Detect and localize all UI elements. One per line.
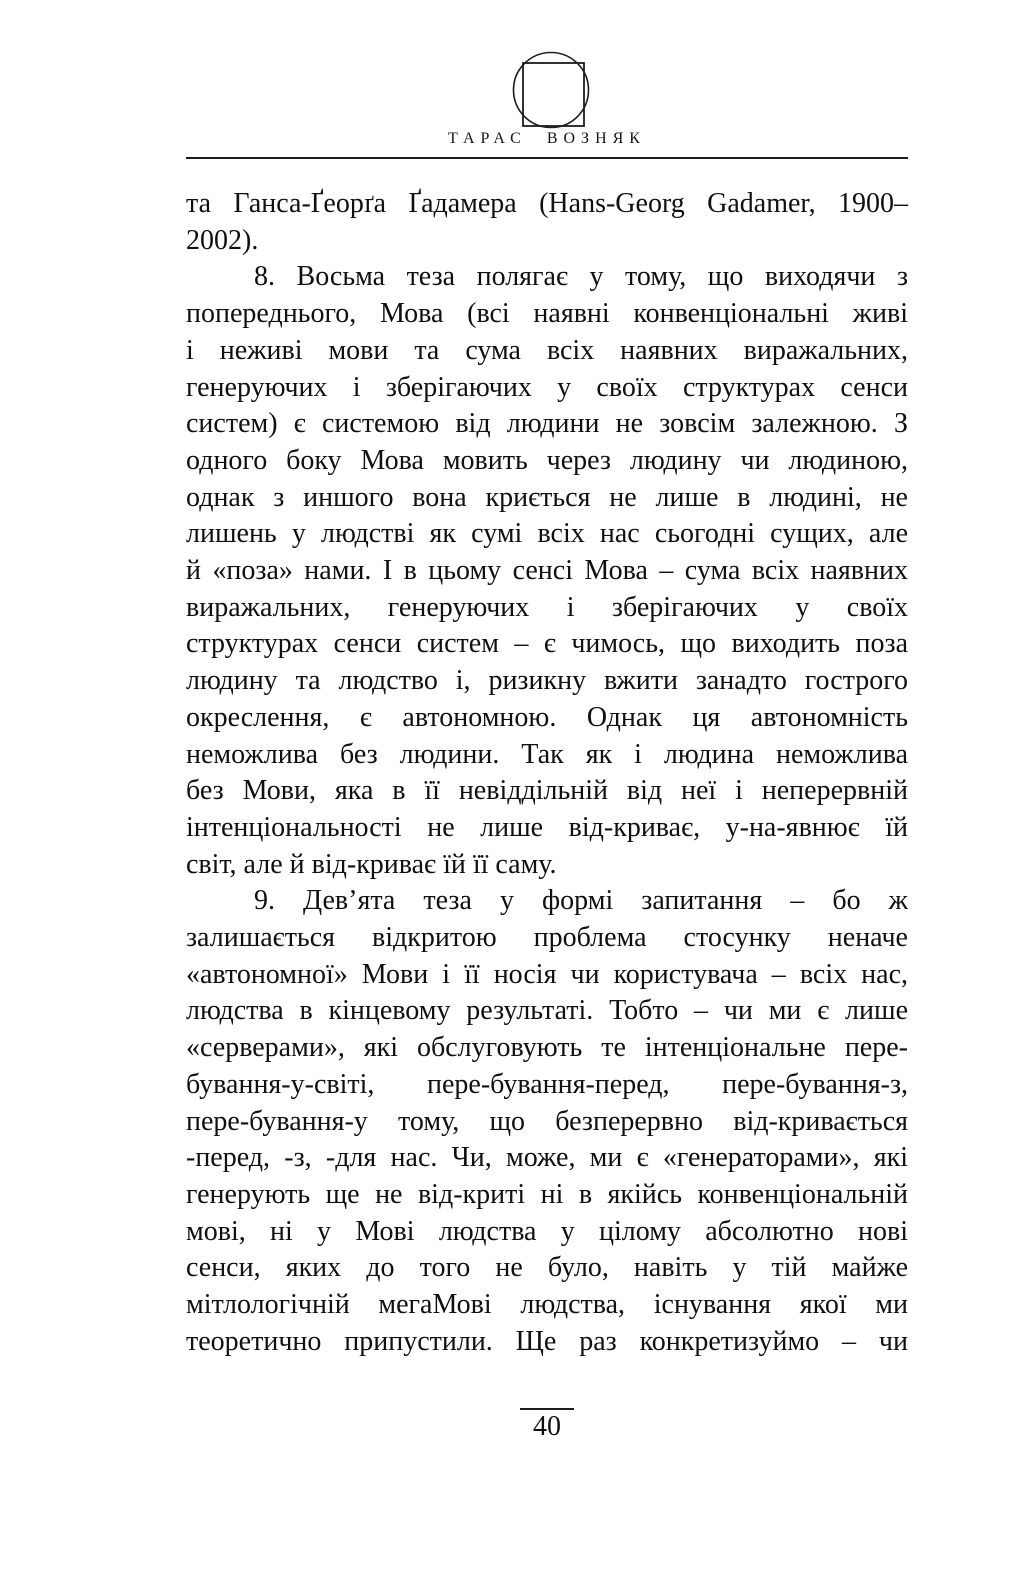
text-line: виражальних, генеруючих і зберігаючих у своїх	[186, 591, 908, 623]
text-line: пере-бування-у тому, що безперервно від-кривається	[186, 1105, 908, 1137]
text-line: інтенціональності не лише від-криває, у-на-явнює їй	[186, 811, 908, 843]
text-line: без Мови, яка в її невіддільній від неї і неперервній	[186, 775, 908, 807]
text-line: генеруючих і зберігаючих у своїх структурах сенси	[186, 371, 908, 403]
text-line: «серверами», які обслуговують те інтенціональне пере-	[186, 1032, 908, 1064]
text-line: теоретично припустили. Ще раз конкретизуймо – чи	[186, 1325, 908, 1357]
text-line: систем) є системою від людини не зовсім залежною. З	[186, 408, 908, 440]
publisher-logo-icon	[512, 49, 592, 133]
text-line: генерують ще не від-криті ні в якійсь конвенціональній	[186, 1178, 908, 1210]
text-line: неможлива без людини. Так як і людина неможлива	[186, 738, 908, 770]
text-line: мові, ні у Мові людства у цілому абсолютно нові	[186, 1215, 908, 1247]
paragraph	[186, 259, 908, 883]
text-line: окреслення, є автономною. Однак ця автономність	[186, 701, 908, 733]
paragraph	[186, 883, 908, 1360]
page-number: 40	[520, 1408, 574, 1443]
text-line: 8. Восьма теза полягає у тому, що виходячи з	[254, 261, 908, 293]
text-line: 9. Дев’ята теза у формі запитання – бо ж	[254, 885, 908, 917]
text-line: мітлологічній мегаМові людства, існування якої ми	[186, 1289, 908, 1321]
text-line: 2002).	[186, 224, 259, 256]
text-line: одного боку Мова мовить через людину чи людиною,	[186, 444, 908, 476]
text-line: бування-у-світі, пере-бування-перед, пере-бування-з,	[186, 1068, 908, 1100]
text-line: -перед, -з, -для нас. Чи, може, ми є «генераторами», які	[186, 1142, 908, 1174]
text-line: структурах сенси систем – є чимось, що виходить поза	[186, 628, 908, 660]
running-header-author: ТАРАС ВОЗНЯК	[448, 130, 646, 147]
text-line: однак з иншого вона криється не лише в людині, не	[186, 481, 908, 513]
text-line: і неживі мови та сума всіх наявних виражальних,	[186, 334, 908, 366]
text-line: людства в кінцевому результаті. Тобто – чи ми є лише	[186, 995, 908, 1027]
text-line: лишень у людстві як сумі всіх нас сьогодні сущих, але	[186, 518, 908, 550]
text-line: та Ганса-Ґеорґа Ґадамера (Hans-Georg Gadamer, 1900–	[186, 188, 908, 219]
text-line: людину та людство і, ризикну вжити занадто гострого	[186, 665, 908, 697]
paragraph	[186, 186, 908, 259]
page-body	[186, 186, 908, 1361]
page-footer	[186, 1408, 908, 1443]
header-rule	[186, 157, 908, 159]
text-line: залишається відкритою проблема стосунку неначе	[186, 922, 908, 954]
text-line: сенси, яких до того не було, навіть у тій майже	[186, 1252, 908, 1284]
text-line: «автономної» Мови і її носія чи користувача – всіх нас,	[186, 958, 908, 990]
text-line: світ, але й від-криває їй її саму.	[186, 848, 557, 880]
text-line: попереднього, Мова (всі наявні конвенціональні живі	[186, 298, 908, 330]
text-line: й «поза» нами. І в цьому сенсі Мова – сума всіх наявних	[186, 555, 908, 587]
